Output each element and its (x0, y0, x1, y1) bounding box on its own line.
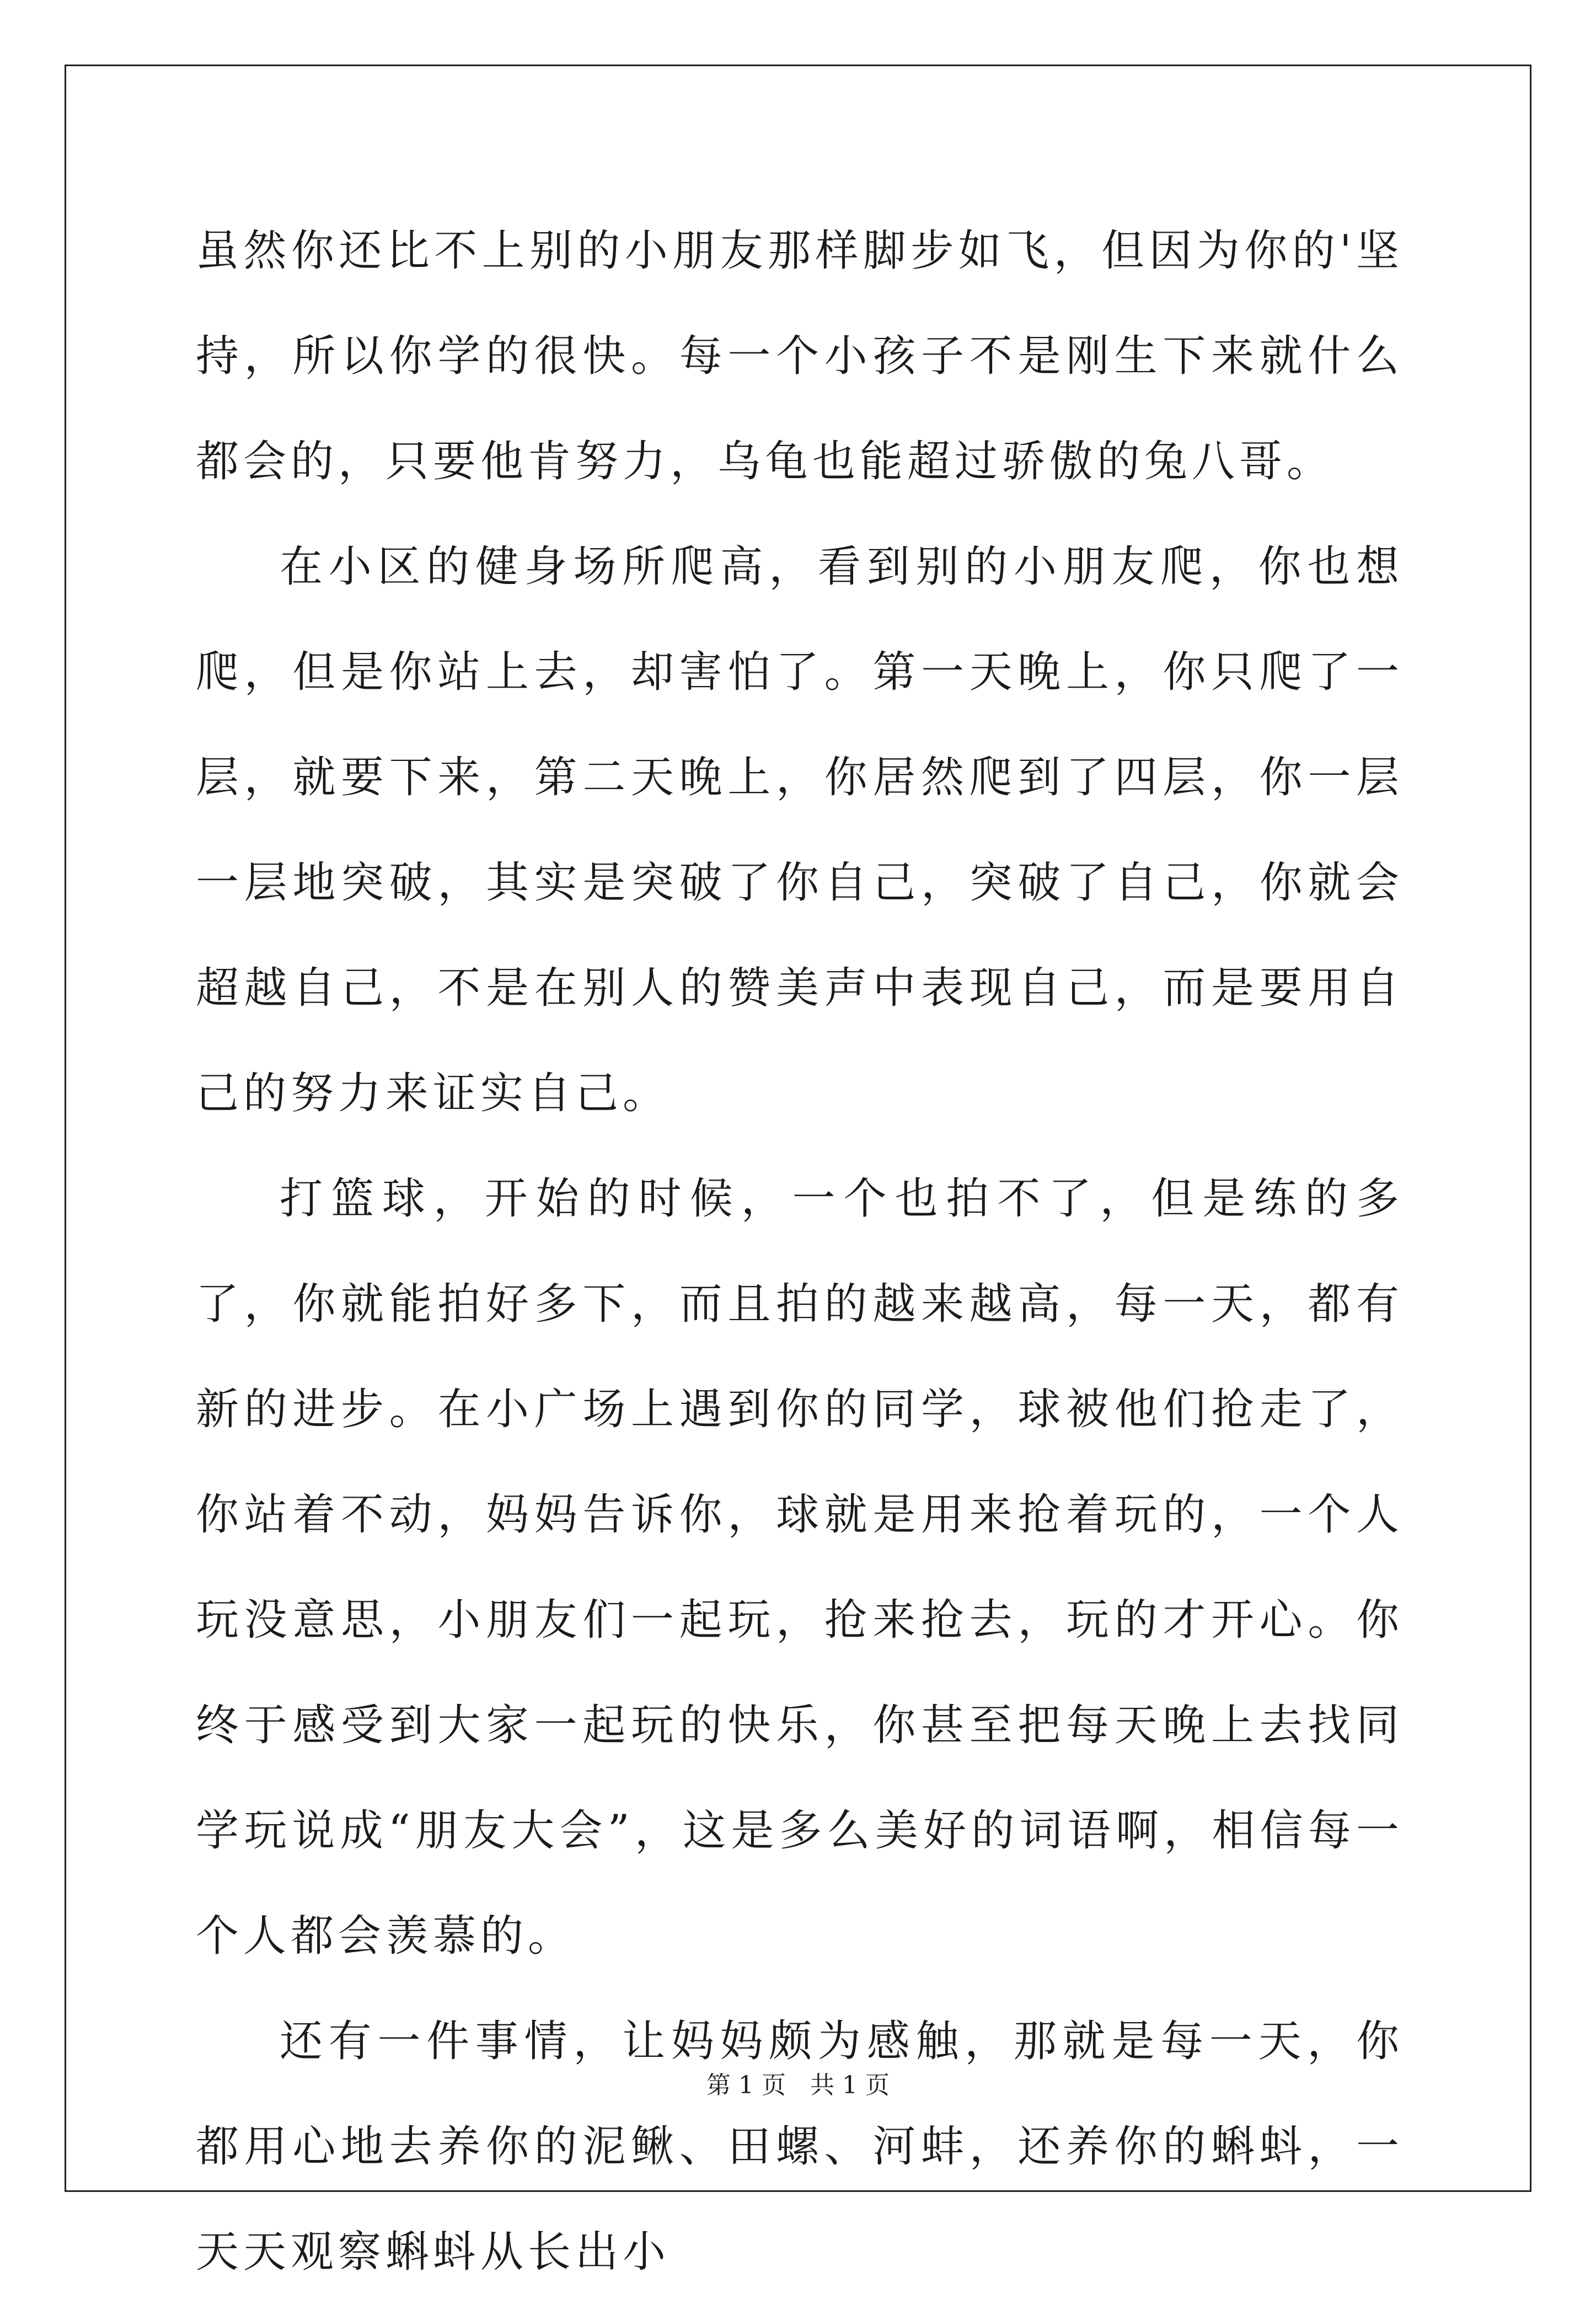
paragraph: 打篮球，开始的时候，一个也拍不了，但是练的多了，你就能拍好多下，而且拍的越来越高，每一天，都有新的进步。在小广场上遇到你的同学，球被他们抢走了，你站着不动，妈妈告诉你，球就是用来抢着玩的，一个人玩没意思，小朋友们一起玩，抢来抢去，玩的才开心。你终于感受到大家一起玩的快乐，你甚至把每天晚上去找同学玩说成“朋友大会”，这是多么美好的词语啊，相信每一个人都会羡慕的。 (196, 1174, 1404, 1961)
paragraph: 还有一件事情，让妈妈颇为感触，那就是每一天，你都用心地去养你的泥鳅、田螺、河蚌，还养你的蝌蚪，一天天观察蝌蚪从长出小 (196, 2017, 1404, 2277)
document-body (196, 199, 1404, 2305)
paragraph: 虽然你还比不上别的小朋友那样脚步如飞，但因为你的'坚持，所以你学的很快。每一个小孩子不是刚生下来就什么都会的，只要他肯努力，乌龟也能超过骄傲的兔八哥。 (196, 226, 1404, 486)
page-footer: 第 1 页 共 1 页 (706, 2071, 890, 2099)
paragraph: 在小区的健身场所爬高，看到别的小朋友爬，你也想爬，但是你站上去，却害怕了。第一天晚上，你只爬了一层，就要下来，第二天晚上，你居然爬到了四层，你一层一层地突破，其实是突破了你自己，突破了自己，你就会超越自己，不是在别人的赞美声中表现自己，而是要用自己的努力来证实自己。 (196, 542, 1404, 1118)
